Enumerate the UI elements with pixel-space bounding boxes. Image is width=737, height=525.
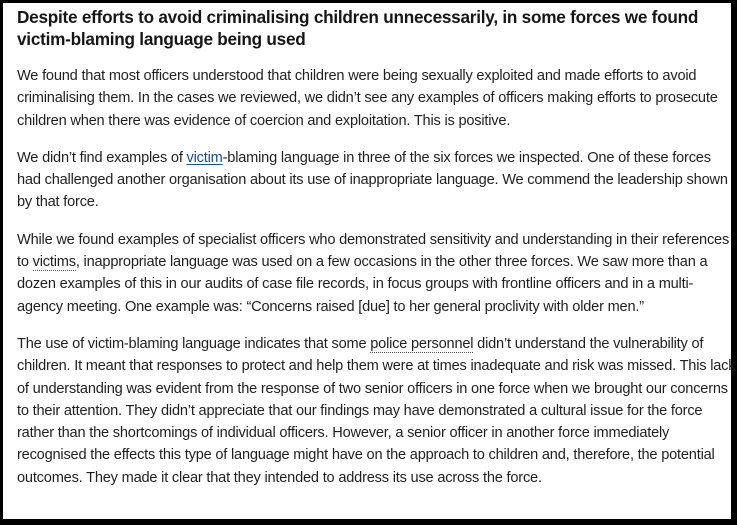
paragraph-1-text: We found that most officers understood that children were being sexually exploited and made efforts to avoid criminalising them. In the cases we reviewed, we didn’t see any examples of officers making efforts to prosecute children when there was evidence of coercion and exploitation. This is positive. [17, 68, 718, 129]
paragraph-3-text-after: , inappropriate language was used on a few occasions in the other three forces. We saw more than a dozen examples of this in our audits of case file records, in focus groups with frontline officers and in a multi-agency meeting. One example was: “Concerns raised [due] to her general proclivity with older men.” [17, 254, 708, 315]
paragraph-2 [17, 147, 737, 214]
paragraph-2-text-after: -blaming language in three of the six forces we inspected. One of these forces had challenged another organisation about its use of inappropriate language. We commend the leadership shown by that force. [17, 149, 728, 211]
paragraph-4-text-before: The use of victim-blaming language indicates that some [17, 335, 371, 352]
glossary-term-police-personnel[interactable]: police personnel [370, 335, 474, 352]
paragraph-2-text-before: We didn’t find examples of [17, 149, 187, 166]
paragraph-3-text-before: While we found examples of specialist officers who demonstrated sensitivity and understanding in their references to [17, 231, 730, 271]
victim-link[interactable]: victim [186, 149, 223, 166]
paragraph-4 [17, 333, 737, 489]
paragraph-1 [17, 65, 737, 132]
glossary-term-victims[interactable]: victims [32, 254, 76, 271]
paragraph-3 [17, 229, 737, 318]
document-section [17, 6, 737, 489]
paragraph-4-text-after: didn’t understand the vulnerability of children. It meant that responses to protect and help them were at times inadequate and risk was missed. This lack of understanding was evident from the response of two senior officers in one force when we brought our concerns to their attention. They didn’t appreciate that our findings may have demonstrated a cultural issue for the force rather than the shortcomings of individual officers. However, a senior officer in another force immediately recognised the effects this type of language might have on the approach to children and, therefore, the potential outcomes. They made it clear that they intended to address its use across the force. [17, 335, 736, 486]
section-heading: Despite efforts to avoid criminalising children unnecessarily, in some forces we found victim-blaming language being used [17, 7, 699, 49]
